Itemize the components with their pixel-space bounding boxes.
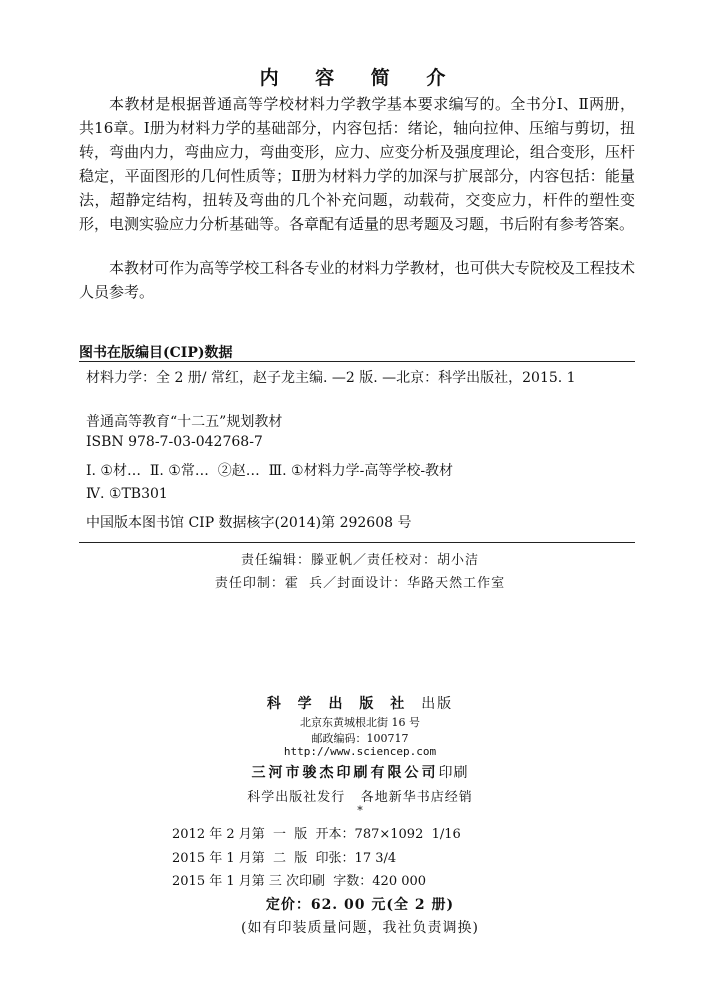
responsibility-printing-design: 责任印制：霍 兵／封面设计：华路天然工作室 [214, 576, 506, 591]
printer-name-text: 三河市骏杰印刷有限公司 [251, 765, 439, 781]
cip-heading: 图书在版编目(CIP)数据 [79, 345, 233, 361]
responsibility-editors: 责任编辑：滕亚帆／责任校对：胡小洁 [240, 553, 479, 568]
edition-line-3: 2015 年 1 月第 三 次印刷 字数：420 000 [172, 874, 427, 889]
summary-paragraph-2: 本教材可作为高等学校工科各专业的材料力学教材，也可供大专院校及工程技术人员参考。 [79, 259, 635, 301]
cip-line-isbn: ISBN 978-7-03-042768-7 [86, 434, 263, 450]
cip-top-rule [79, 361, 635, 362]
cip-line-title: 材料力学：全 2 册/ 常红，赵子龙主编. —2 版. —北京：科学出版社，2015. 1 [86, 370, 576, 386]
separator-star: * [357, 804, 363, 817]
cip-line-record-number: 中国版本图书馆 CIP 数据核字(2014)第 292608 号 [86, 515, 412, 531]
publisher-name [0, 693, 720, 713]
publisher-address: 北京东黄城根北街 16 号 [300, 716, 420, 729]
publisher-name-suffix: 出版 [421, 696, 454, 712]
page-title: 内 容 简 介 [259, 67, 461, 89]
quality-notice: (如有印装质量问题，我社负责调换) [241, 920, 479, 936]
edition-line-1: 2012 年 2 月第 一 版 开本：787×1092 1/16 [172, 827, 461, 842]
publisher-url: http://www.sciencep.com [283, 745, 437, 758]
edition-line-2: 2015 年 1 月第 二 版 印张：17 3/4 [172, 851, 397, 866]
printer-name-suffix: 印刷 [438, 765, 469, 781]
publisher-name-text: 科 学 出 版 社 [266, 696, 411, 712]
summary-paragraph-1: 本教材是根据普通高等学校材料力学教学基本要求编写的。全书分Ⅰ、Ⅱ两册，共16章。Ⅰ册为材料力学的基础部分，内容包括：绪论，轴向拉伸、压缩与剪切，扭转，弯曲内力，弯曲应力，弯曲变形，应力、应变分析及强度理论，组合变形，压杆稳定，平面图形的几何性质等；Ⅱ册为材料力学的加深与扩展部分，内容包括：能量法，超静定结构，扭转及弯曲的几个补充问题，动载荷，交变应力，杆件的塑性变形，电测实验应力分析基础等。各章配有适量的思考题及习题，书后附有参考答案。 [79, 95, 635, 233]
price: 定价：62. 00 元(全 2 册) [265, 897, 455, 913]
cip-line-subjects: Ⅰ. ①材… Ⅱ. ①常… ②赵… Ⅲ. ①材料力学-高等学校-教材 [86, 463, 454, 479]
distribution-line: 科学出版社发行 各地新华书店经销 [247, 790, 473, 805]
publisher-postcode: 邮政编码：100717 [311, 732, 409, 745]
cip-line-classification: Ⅳ. ①TB301 [86, 486, 168, 502]
printer-name [0, 762, 720, 782]
cip-line-series: 普通高等教育“十二五”规划教材 [86, 414, 283, 430]
cip-bottom-rule [79, 542, 635, 543]
